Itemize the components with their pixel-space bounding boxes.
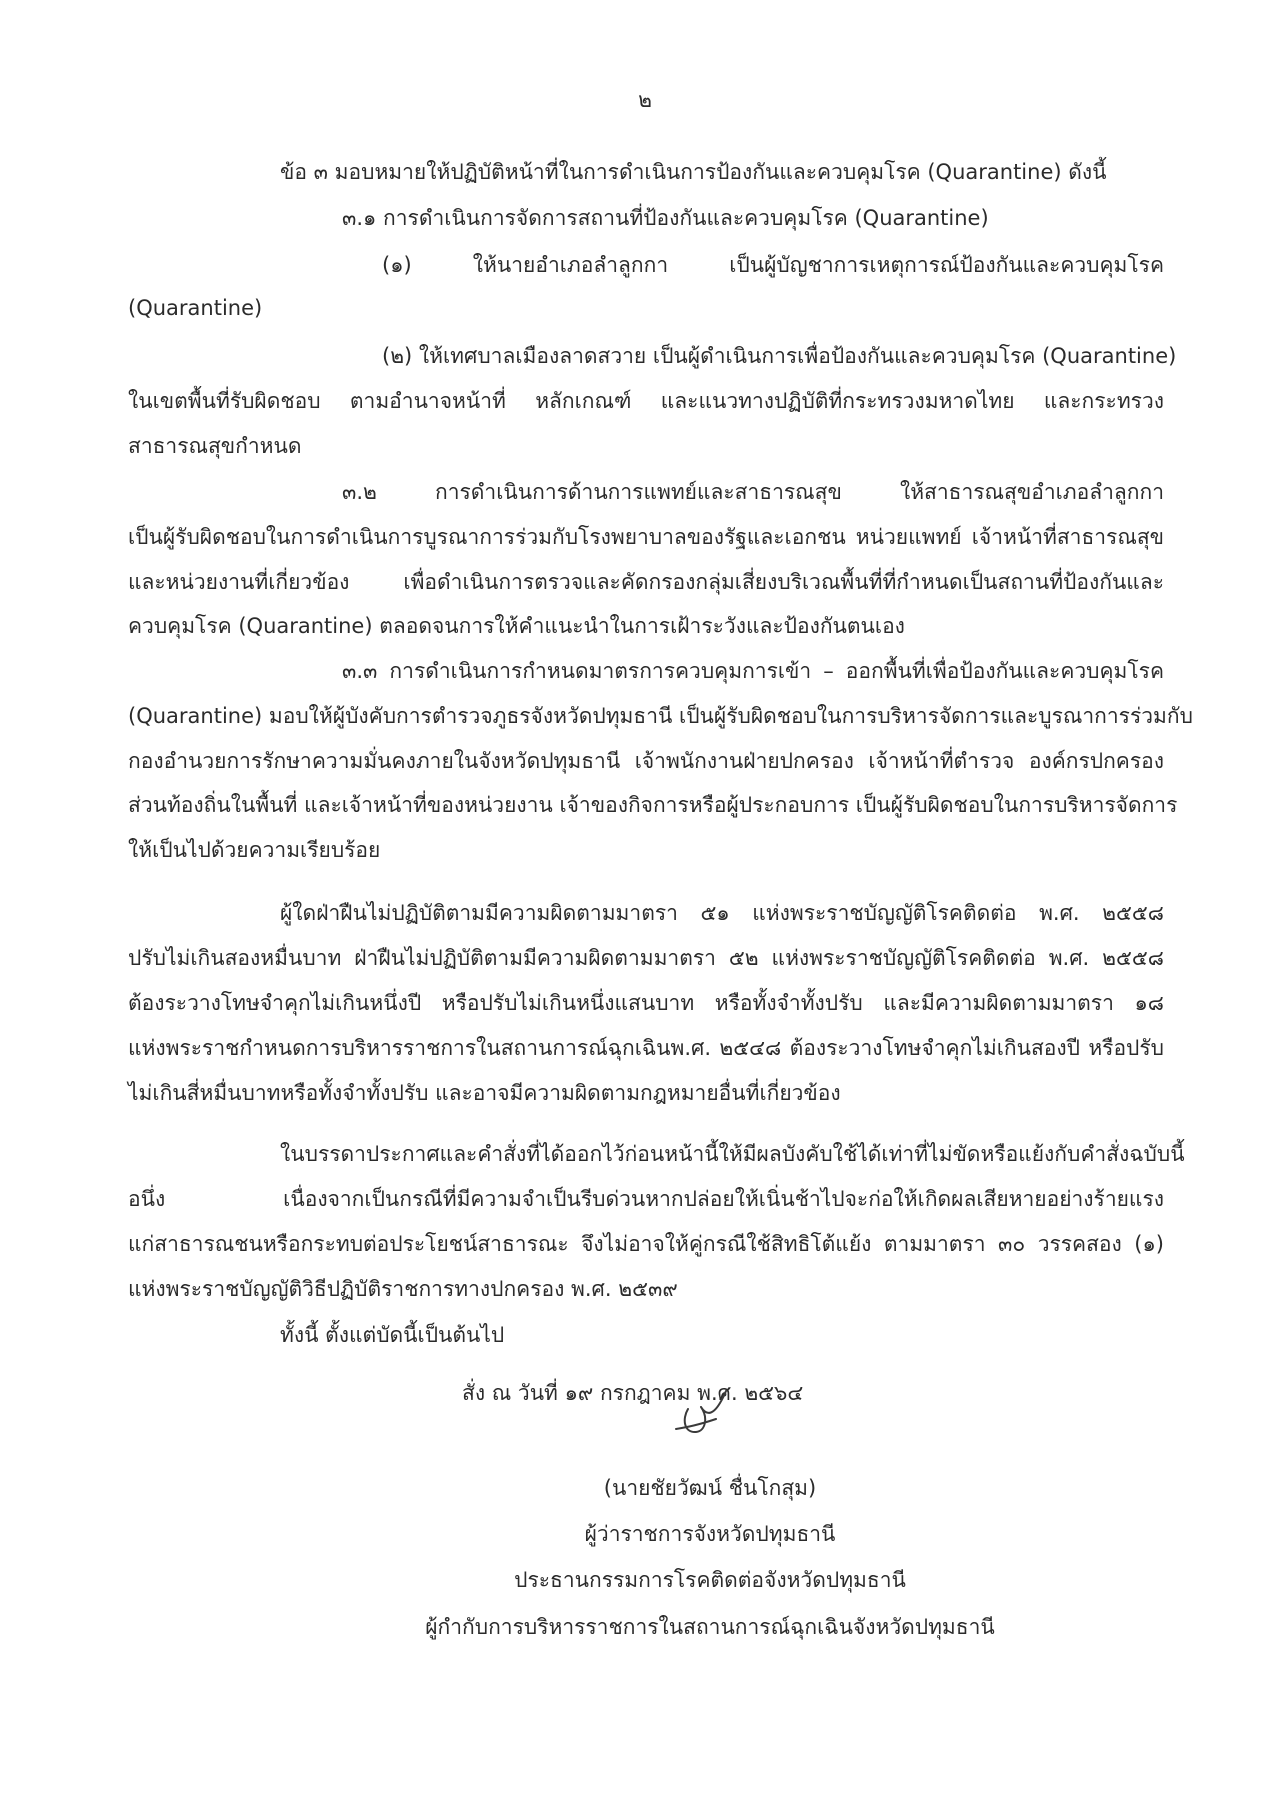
s31-1-line1: (๑) ให้นายอำเภอลำลูกกา เป็นผู้บัญชาการเหตุการณ์ป้องกันและควบคุมโรค (382, 253, 1164, 277)
validity-line2: อนึ่ง เนื่องจากเป็นกรณีที่มีความจำเป็นรีบด่วนหากปล่อยให้เนิ่นช้าไปจะก่อให้เกิดผลเสียหายอย่างร้ายแรง (128, 1187, 1164, 1211)
signer-name: (นายชัยวัฒน์ ชื่นโกสุม) (603, 1476, 817, 1500)
penalty-line4: แห่งพระราชกำหนดการบริหารราชการในสถานการณ์ฉุกเฉินพ.ศ. ๒๕๔๘ ต้องระวางโทษจำคุกไม่เกินสองปี หรือปรับ (128, 1036, 1164, 1060)
validity-line1: ในบรรดาประกาศและคำสั่งที่ได้ออกไว้ก่อนหน้านี้ให้มีผลบังคับใช้ได้เท่าที่ไม่ขัดหรือแย้งกับคำสั่งฉบับนี้ (280, 1142, 1185, 1166)
penalty-line2: ปรับไม่เกินสองหมื่นบาท ฝ่าฝืนไม่ปฏิบัติตามมีความผิดตามมาตรา ๕๒ แห่งพระราชบัญญัติโรคติดต่อ พ.ศ. ๒๕๕๘ (128, 946, 1164, 970)
s31-1-line2: (Quarantine) (128, 296, 263, 320)
signature-mark (668, 1385, 738, 1445)
s31-2-line2: ในเขตพื้นที่รับผิดชอบ ตามอำนาจหน้าที่ หลักเกณฑ์ และแนวทางปฏิบัติที่กระทรวงมหาดไทย และกระทรวง (128, 389, 1164, 413)
page-number: ๒ (638, 88, 652, 112)
validity-line3: แก่สาธารณชนหรือกระทบต่อประโยชน์สาธารณะ จึงไม่อาจให้คู่กรณีใช้สิทธิโต้แย้ง ตามมาตรา ๓๐ วรรคสอง (๑) (128, 1232, 1164, 1256)
effective-line: ทั้งนี้ ตั้งแต่บัดนี้เป็นต้นไป (280, 1323, 505, 1347)
s33-line1: ๓.๓ การดำเนินการกำหนดมาตรการควบคุมการเข้า – ออกพื้นที่เพื่อป้องกันและควบคุมโรค (342, 659, 1164, 683)
s32-line1: ๓.๒ การดำเนินการด้านการแพทย์และสาธารณสุข ให้สาธารณสุขอำเภอลำลูกกา (342, 480, 1164, 504)
s33-line2: (Quarantine) มอบให้ผู้บังคับการตำรวจภูธรจังหวัดปทุมธานี เป็นผู้รับผิดชอบในการบริหารจัดการและบูรณาการร่วมกับ (128, 704, 1193, 728)
s32-line3: และหน่วยงานที่เกี่ยวข้อง เพื่อดำเนินการตรวจและคัดกรองกลุ่มเสี่ยงบริเวณพื้นที่ที่กำหนดเป็นสถานที่ป้องกันและ (128, 570, 1164, 594)
s33-line5: ให้เป็นไปด้วยความเรียบร้อย (128, 838, 381, 862)
s31-2-line1: (๒) ให้เทศบาลเมืองลาดสวาย เป็นผู้ดำเนินการเพื่อป้องกันและควบคุมโรค (Quarantine) (382, 344, 1177, 368)
signer-title-2: ประธานกรรมการโรคติดต่อจังหวัดปทุมธานี (514, 1568, 906, 1592)
s31-heading: ๓.๑ การดำเนินการจัดการสถานที่ป้องกันและควบคุมโรค (Quarantine) (342, 206, 989, 230)
validity-line4: แห่งพระราชบัญญัติวิธีปฏิบัติราชการทางปกครอง พ.ศ. ๒๕๓๙ (128, 1277, 678, 1301)
signer-title-1: ผู้ว่าราชการจังหวัดปทุมธานี (584, 1522, 836, 1546)
s32-line4: ควบคุมโรค (Quarantine) ตลอดจนการให้คำแนะนำในการเฝ้าระวังและป้องกันตนเอง (128, 614, 905, 638)
s31-2-line3: สาธารณสุขกำหนด (128, 434, 302, 458)
item3-heading: ข้อ ๓ มอบหมายให้ปฏิบัติหน้าที่ในการดำเนินการป้องกันและควบคุมโรค (Quarantine) ดังนี้ (280, 160, 1107, 184)
penalty-line5: ไม่เกินสี่หมื่นบาทหรือทั้งจำทั้งปรับ และอาจมีความผิดตามกฎหมายอื่นที่เกี่ยวข้อง (128, 1081, 841, 1105)
s33-line3: กองอำนวยการรักษาความมั่นคงภายในจังหวัดปทุมธานี เจ้าพนักงานฝ่ายปกครอง เจ้าหน้าที่ตำรวจ องค์กรปกครอง (128, 749, 1164, 773)
penalty-line3: ต้องระวางโทษจำคุกไม่เกินหนึ่งปี หรือปรับไม่เกินหนึ่งแสนบาท หรือทั้งจำทั้งปรับ และมีความผิดตามมาตรา ๑๘ (128, 991, 1164, 1015)
s32-line2: เป็นผู้รับผิดชอบในการดำเนินการบูรณาการร่วมกับโรงพยาบาลของรัฐและเอกชน หน่วยแพทย์ เจ้าหน้าที่สาธารณสุข (128, 525, 1164, 549)
signer-title-3: ผู้กำกับการบริหารราชการในสถานการณ์ฉุกเฉินจังหวัดปทุมธานี (425, 1615, 995, 1639)
penalty-line1: ผู้ใดฝ่าฝืนไม่ปฏิบัติตามมีความผิดตามมาตรา ๕๑ แห่งพระราชบัญญัติโรคติดต่อ พ.ศ. ๒๕๕๘ (280, 901, 1164, 925)
signing-date: สั่ง ณ วันที่ ๑๙ กรกฎาคม พ.ศ. ๒๕๖๔ (462, 1381, 804, 1405)
s33-line4: ส่วนท้องถิ่นในพื้นที่ และเจ้าหน้าที่ของหน่วยงาน เจ้าของกิจการหรือผู้ประกอบการ เป็นผู้รับผิดชอบในการบริหารจัดการ (128, 793, 1178, 817)
